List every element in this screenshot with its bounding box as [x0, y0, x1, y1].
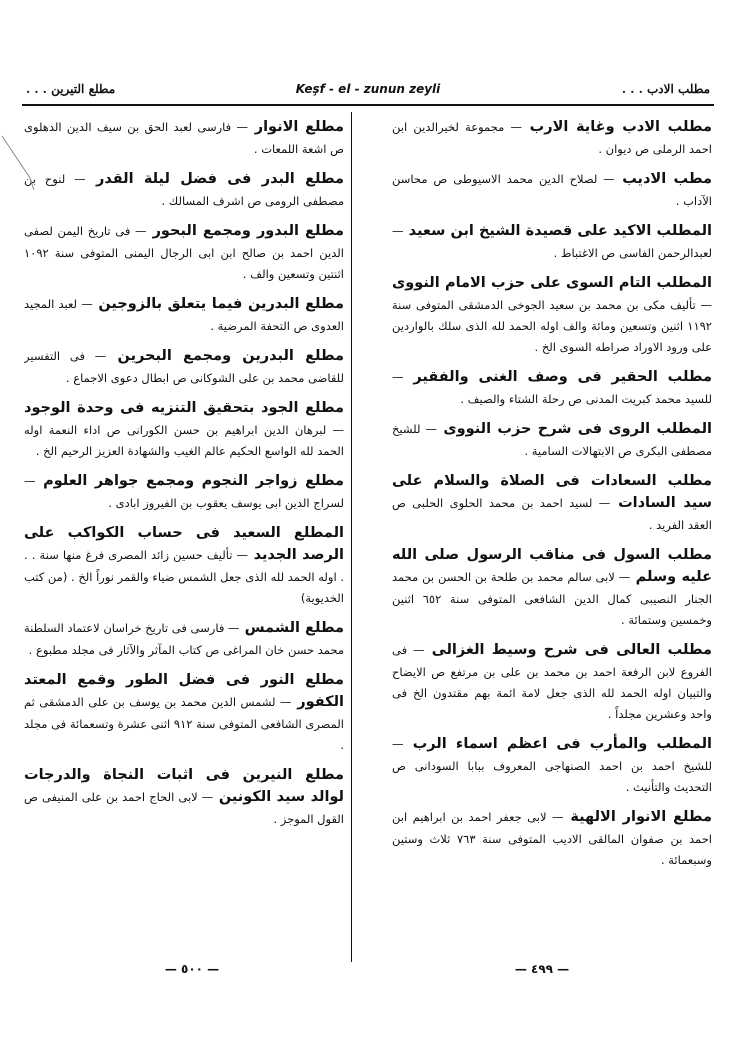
entry	[392, 116, 712, 159]
entry	[24, 168, 344, 211]
margin-pencil-mark	[0, 130, 40, 210]
entry	[392, 806, 712, 870]
entry-title: المطلب الروى فى شرح حزب النووى	[443, 421, 712, 437]
entry-title: مطلب الحقير فى وصف الغنى والفقير	[413, 369, 712, 385]
entry-title: مطلع النور فى فضل الطور وقمع المعتد الكفور	[24, 672, 344, 710]
header-center-title: Keşf - el - zunun zeyli	[295, 82, 441, 96]
entry-title: مطلب السعادات فى الصلاة والسلام على سيد السادات	[392, 473, 712, 511]
entry	[392, 272, 712, 357]
entry-title: مطلع البدور ومجمع البحور	[152, 223, 344, 239]
entry-body: — لعبدالرحمن الفاسى ص الاغتباط .	[392, 224, 712, 260]
entry-title: مطب الاديب	[622, 171, 712, 187]
entry	[24, 397, 344, 461]
entry-title: مطلع الجود بتحقيق التنزيه فى وحدة الوجود	[24, 400, 344, 416]
entry	[392, 544, 712, 630]
left-column	[24, 116, 344, 956]
entry	[24, 116, 344, 159]
entry-body: — لشمس الدين محمد بن يوسف بن على الدمشقى ثم المصرى الشافعى المتوفى سنة ٩١٢ اثنى عشرة وتسعمائة فى مجلد .	[24, 695, 344, 752]
entry	[392, 733, 712, 797]
page-number-right: — ٤٩٩ —	[514, 962, 570, 976]
entry-body: — فى تاريخ اليمن لصفى الدين احمد بن صالح ابن ابى الرجال اليمنى المتوفى سنة ١٠٩٢ اثنتين وتسعين والف .	[24, 224, 344, 281]
entry-body: — مجموعة لخيرالدين ابن احمد الرملى ص ديوان .	[392, 120, 712, 156]
entry	[392, 418, 712, 461]
entry-body: — لابى جعفر احمد بن ابراهيم ابن احمد بن صفوان المالقى الاديب المتوفى سنة ٧٦٣ ثلاث وستين وسبعمائة .	[392, 810, 712, 867]
entry-title: مطلع الانوار الالهية	[570, 809, 712, 825]
entry	[24, 764, 344, 829]
entry	[392, 366, 712, 409]
entry	[392, 639, 712, 724]
entry-title: مطلع زواجر النجوم ومجمع جواهر العلوم	[43, 473, 344, 489]
entry-body: — لابى سالم محمد بن طلحة بن الحسن بن محمد الجنار النصيبى كمال الدين الشافعى المتوفى سنة ٦٥٢ اثنين وخمسين وستمائة .	[392, 570, 712, 627]
entry	[24, 669, 344, 755]
entry-body: — لابى الحاج احمد بن على المنيفى ص القول الموجز .	[24, 790, 344, 826]
entry-body: — للسيد محمد كبريت المدنى ص رحلة الشتاء والصيف .	[392, 370, 712, 406]
entry-title: مطلع البدرين ومجمع البحرين	[117, 348, 344, 364]
entry-body: — تأليف حسين زائد المصرى فرغ منها سنة . . . اوله الحمد لله الذى جعل الشمس ضياء والقمر نوراً الخ . (من كتب الخديوية)	[24, 548, 344, 605]
entry-title: مطلب العالى فى شرح وسيط الغزالى	[431, 642, 712, 658]
running-header	[22, 78, 714, 102]
entry-title: المطلع السعيد فى حساب الكواكب على الرصد الجديد	[24, 525, 344, 563]
entry-body: — لسراج الدين ابى يوسف يعقوب بن الفيروز ابادى .	[24, 474, 344, 510]
header-right-title: مطلب الادب . . .	[621, 82, 710, 96]
header-rule	[22, 104, 714, 106]
right-column	[392, 116, 712, 956]
entry-title: مطلب السول فى مناقب الرسول صلى الله عليه وسلم	[392, 547, 712, 585]
entry-title: المطلب الاكيد على قصيدة الشيخ ابن سعيد	[408, 223, 712, 239]
entry-title: مطلع النيرين فى اثبات النجاة والدرجات لوالد سيد الكونين	[24, 767, 344, 805]
entry	[392, 168, 712, 211]
entry-body: — فارسى لعبد الحق بن سيف الدين الدهلوى ص اشعة اللمعات .	[24, 120, 344, 156]
entry-body: — فى التفسير للقاضى محمد بن على الشوكانى ص ابطال دعوى الاجماع .	[24, 349, 344, 385]
entry-body: — تأليف مكى بن محمد بن سعيد الجوخى الدمشقى المتوفى سنة ١١٩٢ اثنين وتسعين ومائة والف اوله الحمد لله الذى سلك بالواردين على ورود الاوراد صراطه السوى الخ .	[392, 298, 712, 354]
entry-body: — فى الفروع لابن الرفعة احمد بن محمد بن على بن مرتفع ص الايضاح والتبيان اوله الحمد لله الذى جعل لامة ائمة بهم مقتدون الخ فى واحد وعشرين مجلداً .	[392, 643, 712, 721]
entry-title: المطلب التام السوى على حزب الامام النووى	[392, 275, 712, 291]
entry	[24, 522, 344, 608]
entry-body: — لبرهان الدين ابراهيم بن حسن الكورانى ص اداء النعمة اوله الحمد لله الواسع الحكيم عالم الغيب والشهادة العزيز الرحيم الخ .	[24, 423, 344, 458]
entry-body: — فارسى فى تاريخ خراسان لاعتماد السلطنة محمد حسن خان المراغى ص كتاب المآثر والآثار فى مجلد مطبوع .	[24, 621, 344, 657]
entry-body: — لنوح بن مصطفى الرومى ص اشرف المسالك .	[24, 172, 344, 208]
entry	[392, 470, 712, 535]
entry-title: مطلب الادب وغاية الارب	[529, 119, 712, 135]
entry-body: — للشيخ احمد بن احمد الصنهاجى المعروف ببابا السودانى ص التحديث والتأنيث .	[392, 737, 712, 794]
header-left-title: مطلع التيرين . . .	[26, 82, 116, 96]
entry-body: — لسيد احمد بن محمد الحلوى الحلبى ص العقد الفريد .	[392, 496, 712, 532]
page-number-left: — ٥٠٠ —	[164, 962, 220, 976]
entry	[24, 345, 344, 388]
entry	[24, 293, 344, 336]
entry	[24, 470, 344, 513]
document-page	[22, 78, 714, 998]
entry-title: مطلع الشمس	[244, 620, 344, 636]
entry	[24, 617, 344, 660]
entry-body: — لصلاح الدين محمد الاسيوطى ص محاسن الآداب .	[392, 172, 712, 208]
column-divider	[351, 112, 352, 962]
entry-title: المطلب والمأرب فى اعظم اسماء الرب	[412, 736, 712, 752]
entry-title: مطلع الانوار	[254, 119, 344, 135]
entry-title: مطلع البدرين فيما يتعلق بالزوجين	[98, 296, 344, 312]
entry-body: — للشيخ مصطفى البكرى ص الابتهالات السامية .	[392, 422, 712, 458]
entry-body: — لعبد المجيد العدوى ص التحفة المرضية .	[24, 297, 344, 333]
entry	[24, 220, 344, 284]
entry-title: مطلع البدر فى فضل ليلة القدر	[95, 171, 344, 187]
entry	[392, 220, 712, 263]
